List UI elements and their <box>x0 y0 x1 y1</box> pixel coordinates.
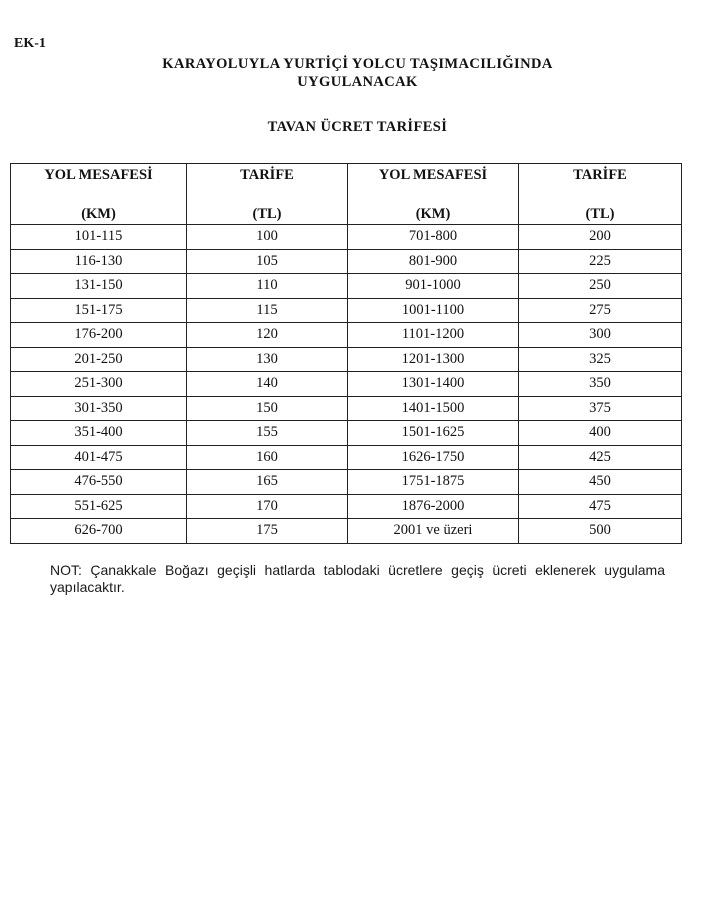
table-row <box>11 347 682 372</box>
header-distance-km-right <box>348 164 519 225</box>
tariff-tl-cell: 100 <box>187 225 348 250</box>
tariff-tl-cell: 250 <box>519 274 682 299</box>
distance-km-cell: 626-700 <box>11 519 187 544</box>
distance-km-cell: 301-350 <box>11 396 187 421</box>
distance-km-cell: 1101-1200 <box>348 323 519 348</box>
distance-km-cell: 101-115 <box>11 225 187 250</box>
table-row <box>11 274 682 299</box>
header-distance-label: YOL MESAFESİ <box>378 167 488 183</box>
document-subtitle: TAVAN ÜCRET TARİFESİ <box>267 119 448 135</box>
header-tariff-label: TARİFE <box>240 167 294 183</box>
tariff-tl-cell: 110 <box>187 274 348 299</box>
distance-km-cell: 701-800 <box>348 225 519 250</box>
distance-km-cell: 1301-1400 <box>348 372 519 397</box>
document-title-line-1: KARAYOLUYLA YURTİÇİ YOLCU TAŞIMACILIĞINDA <box>162 56 553 72</box>
distance-km-cell: 176-200 <box>11 323 187 348</box>
distance-km-cell: 551-625 <box>11 494 187 519</box>
table-row <box>11 421 682 446</box>
distance-km-cell: 116-130 <box>11 249 187 274</box>
header-tariff-unit: (TL) <box>252 206 282 222</box>
tariff-tl-cell: 115 <box>187 298 348 323</box>
document-title-line-2: UYGULANACAK <box>297 74 418 90</box>
tariff-tl-cell: 175 <box>187 519 348 544</box>
tariff-tl-cell: 105 <box>187 249 348 274</box>
distance-km-cell: 351-400 <box>11 421 187 446</box>
distance-km-cell: 1626-1750 <box>348 445 519 470</box>
tariff-tl-cell: 160 <box>187 445 348 470</box>
header-tariff-label: TARİFE <box>573 167 627 183</box>
header-tariff-tl-right <box>519 164 682 225</box>
table-row <box>11 249 682 274</box>
tariff-tl-cell: 165 <box>187 470 348 495</box>
tariff-tl-cell: 500 <box>519 519 682 544</box>
header-distance-km-left <box>11 164 187 225</box>
table-row <box>11 396 682 421</box>
distance-km-cell: 901-1000 <box>348 274 519 299</box>
tariff-tl-cell: 350 <box>519 372 682 397</box>
annex-label: EK-1 <box>14 36 46 51</box>
table-row <box>11 494 682 519</box>
distance-km-cell: 251-300 <box>11 372 187 397</box>
header-tariff-tl-left <box>187 164 348 225</box>
distance-km-cell: 1401-1500 <box>348 396 519 421</box>
tariff-tl-cell: 225 <box>519 249 682 274</box>
tariff-tl-cell: 375 <box>519 396 682 421</box>
header-tariff-unit: (TL) <box>585 206 615 222</box>
distance-km-cell: 151-175 <box>11 298 187 323</box>
tariff-tl-cell: 325 <box>519 347 682 372</box>
tariff-tl-cell: 300 <box>519 323 682 348</box>
footnote: NOT: Çanakkale Boğazı geçişli hatlarda tablodaki ücretlere geçiş ücreti eklenerek uygulama yapılacaktır. <box>50 562 665 595</box>
tariff-tl-cell: 425 <box>519 445 682 470</box>
tariff-tl-cell: 130 <box>187 347 348 372</box>
distance-km-cell: 131-150 <box>11 274 187 299</box>
distance-km-cell: 801-900 <box>348 249 519 274</box>
tariff-tl-cell: 140 <box>187 372 348 397</box>
tariff-table-body <box>11 225 682 544</box>
tariff-tl-cell: 475 <box>519 494 682 519</box>
distance-km-cell: 401-475 <box>11 445 187 470</box>
distance-km-cell: 1001-1100 <box>348 298 519 323</box>
header-distance-unit: (KM) <box>415 206 451 222</box>
tariff-tl-cell: 170 <box>187 494 348 519</box>
distance-km-cell: 1201-1300 <box>348 347 519 372</box>
table-row <box>11 225 682 250</box>
distance-km-cell: 1501-1625 <box>348 421 519 446</box>
header-distance-label: YOL MESAFESİ <box>44 167 153 183</box>
tariff-tl-cell: 120 <box>187 323 348 348</box>
table-row <box>11 298 682 323</box>
distance-km-cell: 1876-2000 <box>348 494 519 519</box>
table-header-row <box>11 164 682 225</box>
table-row <box>11 323 682 348</box>
tariff-tl-cell: 275 <box>519 298 682 323</box>
tariff-tl-cell: 150 <box>187 396 348 421</box>
tariff-tl-cell: 200 <box>519 225 682 250</box>
tariff-table <box>10 163 682 544</box>
distance-km-cell: 1751-1875 <box>348 470 519 495</box>
distance-km-cell: 476-550 <box>11 470 187 495</box>
table-row <box>11 445 682 470</box>
tariff-tl-cell: 450 <box>519 470 682 495</box>
table-row <box>11 470 682 495</box>
table-row <box>11 519 682 544</box>
table-row <box>11 372 682 397</box>
distance-km-cell: 201-250 <box>11 347 187 372</box>
header-distance-unit: (KM) <box>81 206 116 222</box>
distance-km-cell: 2001 ve üzeri <box>348 519 519 544</box>
tariff-tl-cell: 400 <box>519 421 682 446</box>
tariff-tl-cell: 155 <box>187 421 348 446</box>
